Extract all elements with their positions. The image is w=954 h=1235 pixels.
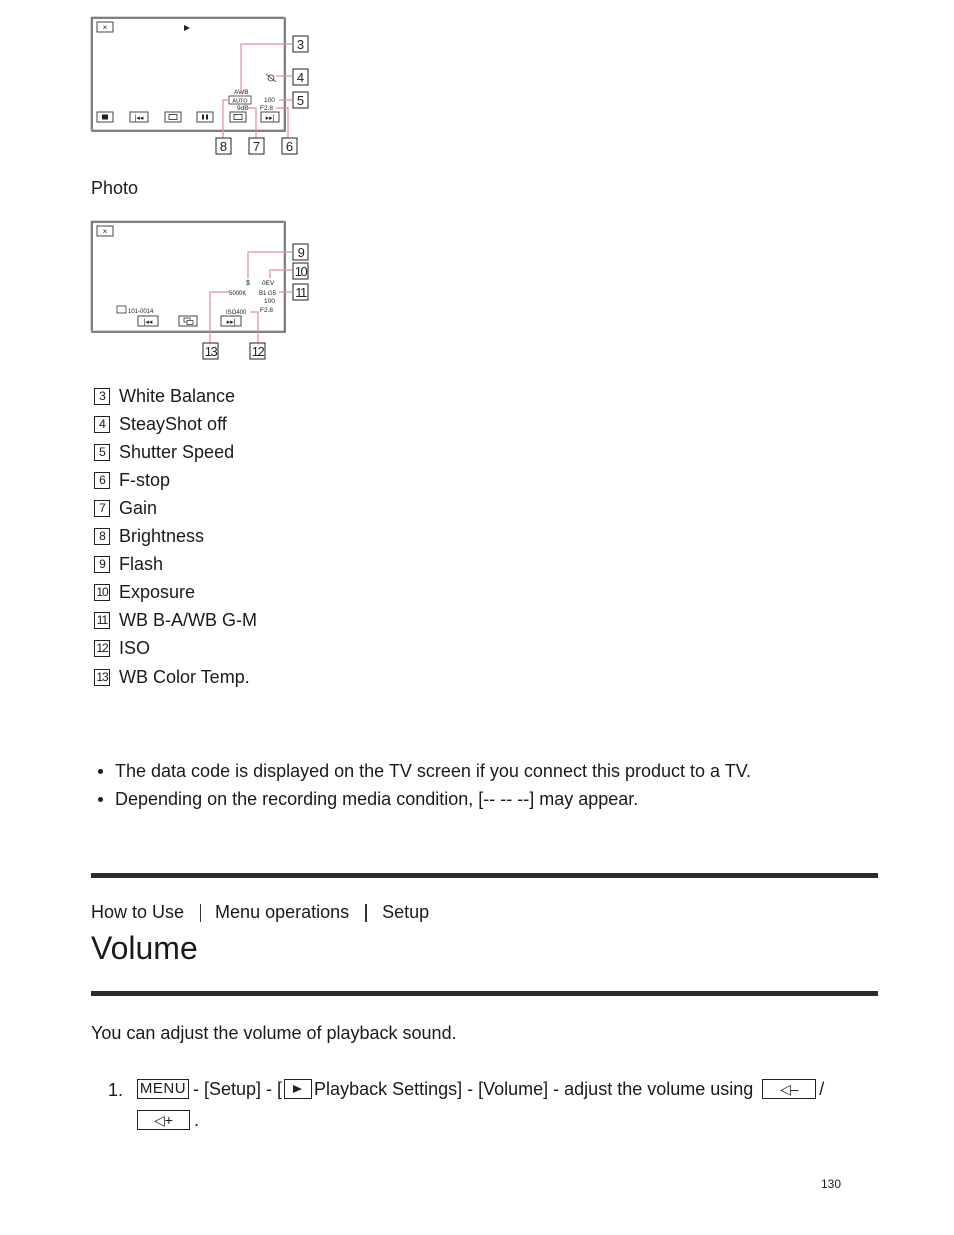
callout-11: 11 — [295, 285, 306, 300]
step-continuation — [137, 1109, 199, 1131]
callout-8: 8 — [219, 139, 228, 154]
fstop-readout: F2.8 — [260, 105, 274, 112]
auto-readout: AUTO — [232, 98, 248, 105]
callout-7: 7 — [252, 139, 261, 154]
callout-12: 12 — [251, 344, 264, 359]
next-icon: ▸▸| — [265, 115, 275, 122]
previous-icon: |◂◂ — [143, 319, 153, 326]
step-slash: / — [819, 1079, 825, 1099]
section-bottom-rule — [91, 991, 878, 996]
legend-label: Flash — [119, 553, 164, 574]
step-number: 1. — [108, 1080, 124, 1100]
legend-label: Gain — [119, 497, 158, 518]
callout-3: 3 — [296, 37, 305, 52]
legend-item — [94, 384, 235, 408]
legend-item — [94, 524, 204, 548]
legend-label: SteayShot off — [119, 413, 227, 434]
breadcrumb-how-to-use[interactable]: How to Use — [91, 902, 185, 922]
close-icon — [97, 22, 113, 32]
callout-13: 13 — [204, 344, 217, 359]
legend-item — [94, 412, 227, 436]
fstop-readout: F2.8 — [260, 307, 274, 314]
svg-text:×: × — [102, 227, 108, 236]
menu-key-icon: MENU — [137, 1079, 189, 1099]
legend-number: 13 — [94, 669, 110, 686]
callout-10: 10 — [294, 264, 307, 279]
callout-4: 4 — [296, 70, 305, 85]
legend-item — [94, 580, 195, 604]
playback-icon — [284, 1079, 312, 1099]
legend-item — [94, 440, 234, 464]
callout-6: 6 — [285, 139, 294, 154]
flash-readout: $ — [246, 280, 250, 287]
legend-label: F-stop — [119, 469, 171, 490]
step-text-b: Playback Settings] - [Volume] - adjust the volume using — [314, 1079, 754, 1099]
breadcrumb-menu-operations[interactable]: Menu operations — [215, 902, 350, 922]
note-item: Depending on the recording media condition, [-- -- --] may appear. — [96, 785, 751, 813]
photo-heading: Photo — [91, 178, 139, 198]
page-title: Volume — [91, 930, 198, 966]
breadcrumb-separator — [365, 904, 367, 922]
callout-9: 9 — [297, 245, 304, 260]
step-instruction — [137, 1078, 824, 1100]
volume-down-icon: ◁– — [762, 1079, 816, 1099]
note-item: The data code is displayed on the TV screen if you connect this product to a TV. — [96, 757, 751, 785]
legend-number: 10 — [94, 584, 110, 601]
legend-number: 12 — [94, 640, 110, 657]
close-icon — [97, 226, 113, 236]
exposure-readout: 0EV — [262, 280, 275, 287]
next-icon: ▸▸| — [226, 319, 236, 326]
legend-number: 6 — [94, 472, 110, 489]
section-top-rule — [91, 873, 878, 878]
legend-number: 11 — [94, 612, 110, 629]
legend-item — [94, 552, 163, 576]
previous-icon: |◂◂ — [134, 115, 144, 122]
breadcrumb-setup[interactable]: Setup — [382, 902, 430, 922]
breadcrumb-separator — [200, 904, 201, 922]
file-number-readout: 101-0014 — [128, 309, 154, 315]
svg-text:×: × — [102, 23, 108, 32]
legend-label: WB Color Temp. — [119, 666, 250, 687]
volume-up-icon: ◁+ — [137, 1110, 190, 1130]
legend-item — [94, 636, 150, 660]
legend-number: 8 — [94, 528, 110, 545]
stop-icon — [102, 115, 108, 120]
wb-shift-readout: B1 G5 — [259, 291, 277, 297]
legend-item — [94, 468, 170, 492]
legend-item — [94, 608, 257, 632]
step-text-a: - [Setup] - [ — [193, 1079, 283, 1099]
breadcrumb — [91, 902, 429, 923]
legend-label: White Balance — [119, 385, 236, 406]
step-end: . — [194, 1110, 200, 1130]
notes-list — [96, 757, 751, 813]
legend-item — [94, 496, 157, 520]
legend-label: Brightness — [119, 525, 205, 546]
shutter-readout: 100 — [264, 97, 275, 104]
legend-label: Shutter Speed — [119, 441, 235, 462]
photo-playback-screen-diagram — [88, 218, 318, 362]
movie-playback-screen-diagram — [88, 14, 318, 160]
legend-number: 9 — [94, 556, 110, 573]
legend-number: 7 — [94, 500, 110, 517]
legend-item — [94, 665, 250, 689]
legend-label: Exposure — [119, 581, 196, 602]
iso-readout: ISO400 — [226, 310, 247, 316]
legend-label: ISO — [119, 637, 151, 658]
legend-number: 5 — [94, 444, 110, 461]
awb-readout: AWB — [234, 89, 249, 96]
intro-text: You can adjust the volume of playback sound. — [91, 1023, 457, 1043]
color-temp-readout: 5000K — [229, 291, 247, 297]
gain-readout: 9dB — [237, 105, 249, 112]
shutter-readout: 100 — [264, 298, 275, 305]
legend-label: WB B-A/WB G-M — [119, 609, 257, 630]
legend-number: 3 — [94, 388, 110, 405]
callout-5: 5 — [296, 93, 305, 108]
legend-number: 4 — [94, 416, 110, 433]
page-number: 130 — [821, 1177, 842, 1191]
